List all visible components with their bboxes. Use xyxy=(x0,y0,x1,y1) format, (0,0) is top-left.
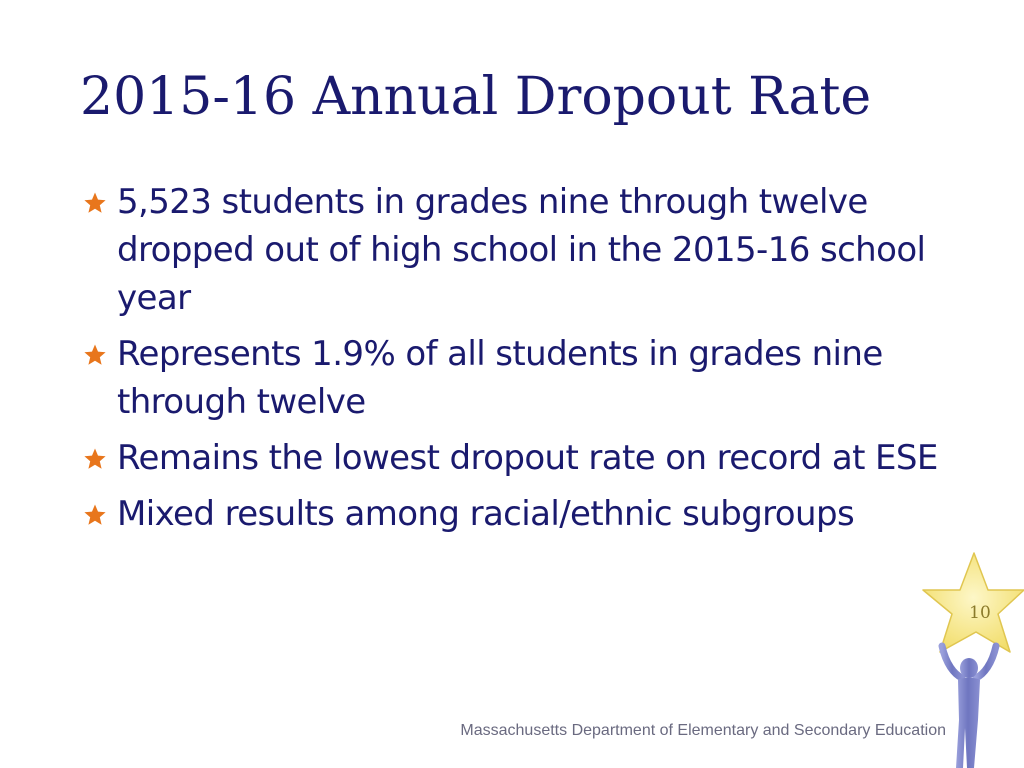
star-icon xyxy=(83,191,107,215)
footer-text: Massachusetts Department of Elementary and Secondary Education xyxy=(460,722,946,739)
bullet-item xyxy=(80,178,940,322)
star-icon xyxy=(83,503,107,527)
bullet-item xyxy=(80,434,940,482)
bullet-item xyxy=(80,330,940,426)
bullet-text: 5,523 students in grades nine through twelve dropped out of high school in the 2015-16 school year xyxy=(117,182,926,318)
bullet-text: Remains the lowest dropout rate on record at ESE xyxy=(117,438,938,478)
star-icon xyxy=(83,447,107,471)
page-number: 10 xyxy=(969,603,991,623)
star-icon xyxy=(83,343,107,367)
bullet-text: Represents 1.9% of all students in grades nine through twelve xyxy=(117,334,883,422)
slide-title: 2015-16 Annual Dropout Rate xyxy=(80,67,872,127)
bullet-text: Mixed results among racial/ethnic subgroups xyxy=(117,494,855,534)
bullet-list xyxy=(80,178,940,546)
bullet-item xyxy=(80,490,940,538)
